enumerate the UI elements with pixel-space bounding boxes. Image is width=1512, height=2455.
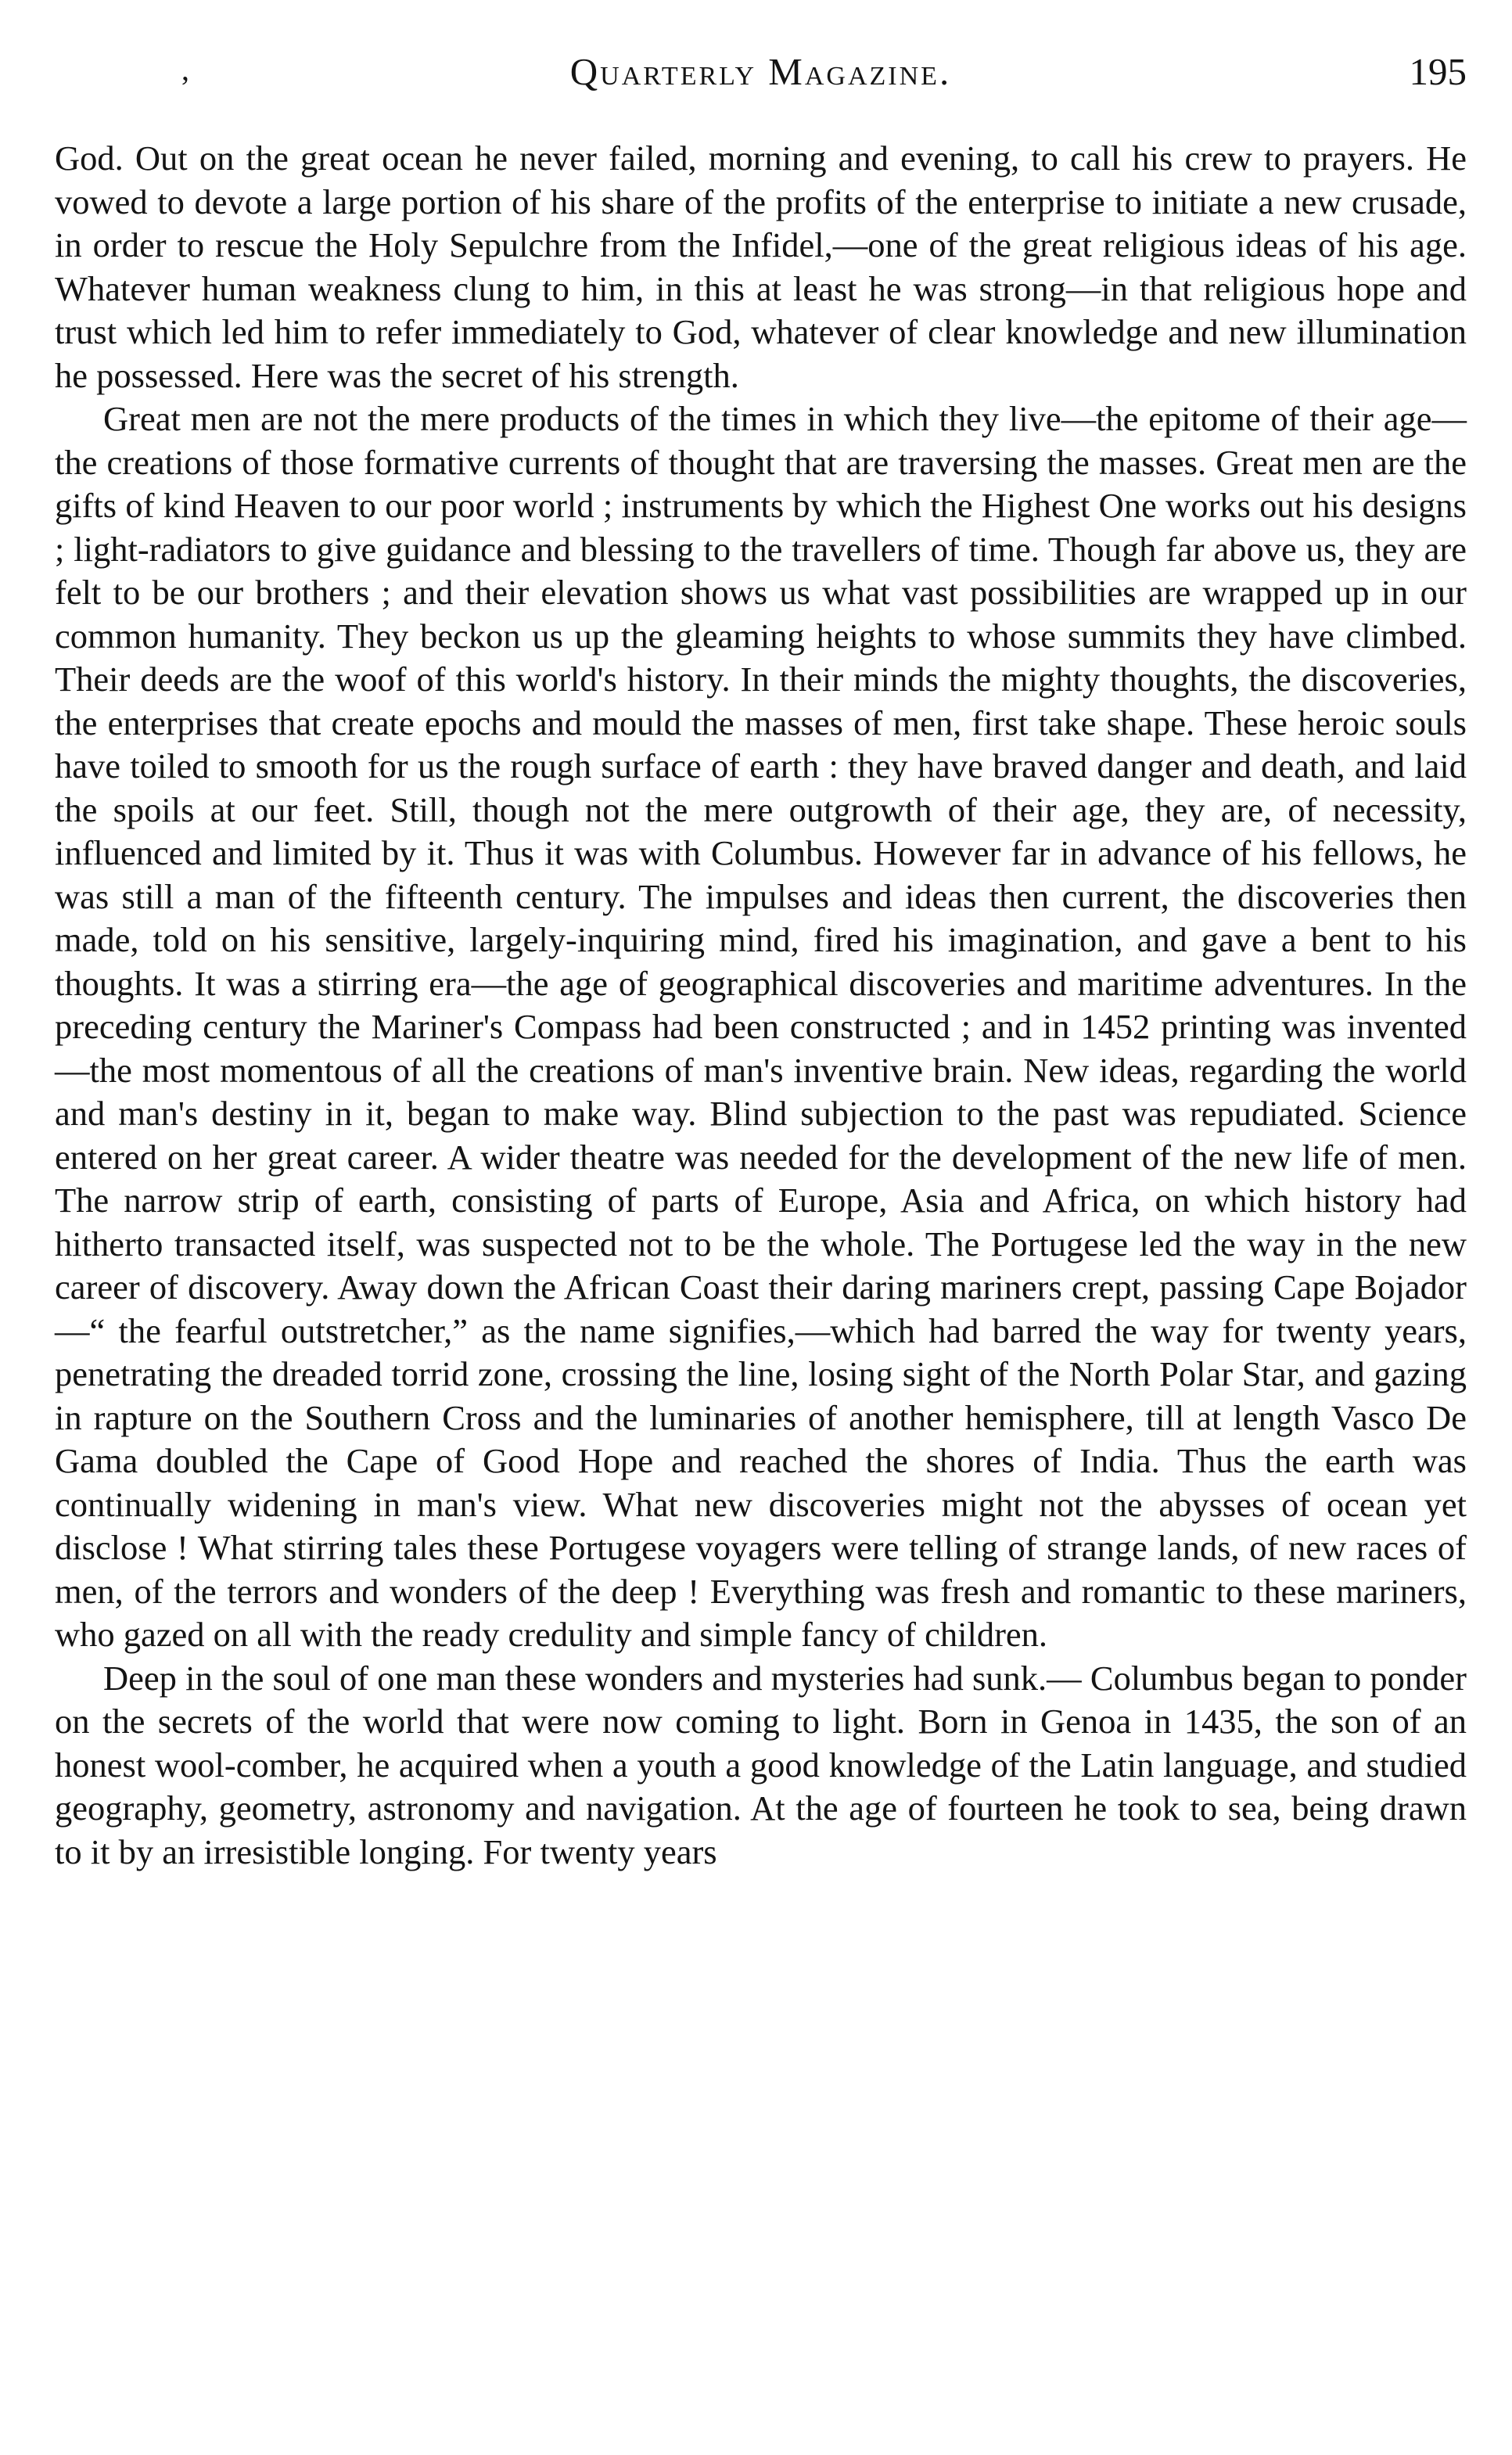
header-mark: ‚ bbox=[180, 52, 191, 87]
paragraph-columbus-youth: Deep in the soul of one man these wonders and mysteries had sunk.— Columbus began to ponder on the secrets of the world that were now coming to light. Born in Genoa in 1435, the son of an honest wool-comber, he acquired when a youth a good knowledge of the Latin language, and studied geography, geometry, astronomy and navigation. At the age of fourteen he took to sea, being drawn to it by an irresistible longing. For twenty years bbox=[55, 1658, 1467, 1871]
paragraph-continuation: God. Out on the great ocean he never failed, morning and evening, to call his crew to prayers. He vowed to devote a large portion of his share of the profits of the enterprise to initiate a new crusade, in order to rescue the Holy Sepulchre from the Infidel,—one of the great religious ideas of his age. Whatever human weakness clung to him, in this at least he was strong—in that religious hope and trust which led him to refer immediately to God, whatever of clear knowledge and new illumination he possessed. Here was the secret of his strength. bbox=[55, 138, 1467, 395]
body-text bbox=[55, 137, 1467, 1874]
header-title: Quarterly Magazine. bbox=[569, 50, 952, 93]
paragraph-great-men: Great men are not the mere products of the times in which they live—the epitome of their age—the creations of those formative currents of thought that are traversing the masses. Great men are the gifts of kind Heaven to our poor world ; instruments by which the Highest One works out his designs ; light-radiators to give guidance and blessing to the travellers of time. Though far above us, they are felt to be our brothers ; and their elevation shows us what vast possibilities are wrapped up in our common humanity. They beckon us up the gleaming heights to whose summits they have climbed. Their deeds are the woof of this world's history. In their minds the mighty thoughts, the discoveries, the enterprises that create epochs and mould the masses of men, first take shape. These heroic souls have toiled to smooth for us the rough surface of earth : they have braved danger and death, and laid the spoils at our feet. Still, though not the mere outgrowth of their age, they are, of necessity, influenced and limited by it. Thus it was with Columbus. However far in advance of his fellows, he was still a man of the fifteenth century. The impulses and ideas then current, the discoveries then made, told on his sensitive, largely-inquiring mind, fired his imagination, and gave a bent to his thoughts. It was a stirring era—the age of geographical discoveries and maritime adventures. In the preceding century the Mariner's Compass had been constructed ; and in 1452 printing was invented—the most momentous of all the creations of man's inventive brain. New ideas, regarding the world and man's destiny in it, began to make way. Blind subjection to the past was repudiated. Science entered on her great career. A wider theatre was needed for the development of the new life of men. The narrow strip of earth, consisting of parts of Europe, Asia and Africa, on which history had hitherto transacted itself, was suspected not to be the whole. The Portugese led the way in the new career of discovery. Away down the African Coast their daring mariners crept, passing Cape Bojador—“ the fearful outstretcher,” as the name signifies,—which had barred the way for twenty years, penetrating the dreaded torrid zone, crossing the line, losing sight of the North Polar Star, and gazing in rapture on the Southern Cross and the luminaries of another hemisphere, till at length Vasco De Gama doubled the Cape of Good Hope and reached the shores of India. Thus the earth was continually widening in man's view. What new discoveries might not the abysses of ocean yet disclose ! What stirring tales these Portugese voyagers were telling of strange lands, of new races of men, of the terrors and wonders of the deep ! Everything was fresh and romantic to these mariners, who gazed on all with the ready credulity and simple fancy of children. bbox=[55, 399, 1467, 1654]
running-header bbox=[55, 49, 1467, 95]
page-number: 195 bbox=[1409, 50, 1467, 93]
